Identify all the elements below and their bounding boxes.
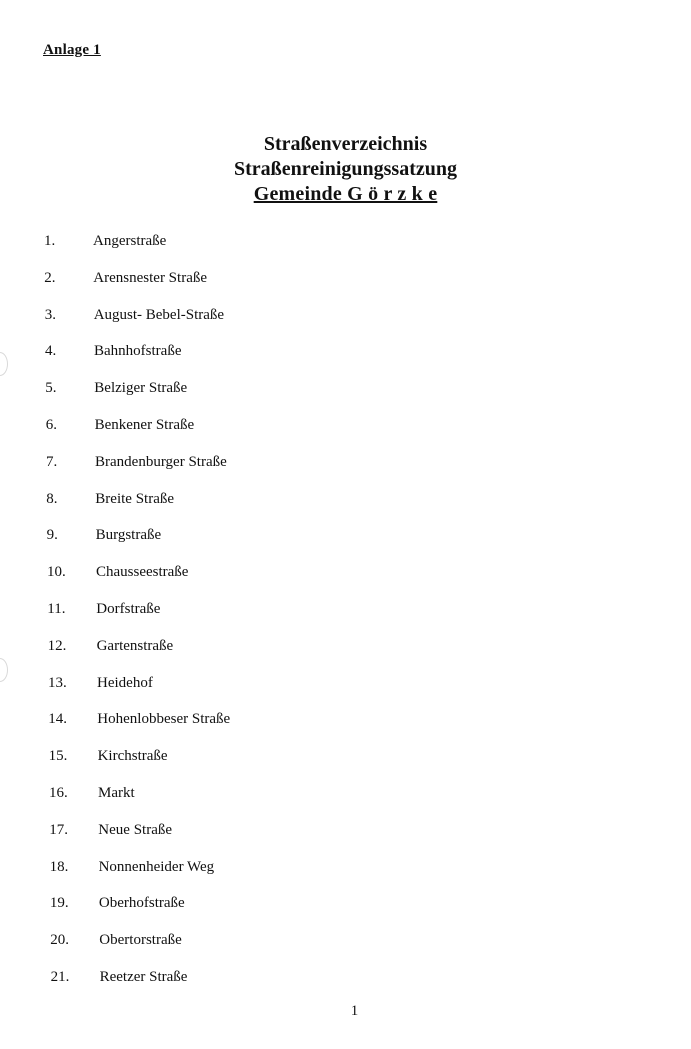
annex-label: Anlage 1 — [43, 42, 101, 58]
page-number: 1 — [350, 1003, 359, 1019]
list-item — [44, 820, 444, 857]
list-item — [44, 857, 444, 894]
street-number: 4. — [45, 343, 57, 360]
street-number: 7. — [46, 453, 58, 470]
title-street-cleaning-statute: Straßenreinigungssatzung — [233, 158, 457, 180]
street-name: Gartenstraße — [96, 637, 174, 654]
street-name: Obertorstraße — [99, 932, 182, 949]
street-number: 12. — [47, 637, 67, 654]
street-name: Brandenburger Straße — [95, 453, 227, 470]
street-number: 15. — [48, 748, 68, 765]
street-name: Bahnhofstraße — [94, 343, 182, 360]
title-wrap — [234, 132, 457, 207]
street-number: 8. — [46, 490, 58, 507]
street-number: 2. — [44, 269, 56, 286]
list-item — [44, 452, 444, 489]
list-item — [44, 341, 444, 378]
street-number: 20. — [50, 932, 70, 949]
street-name: Reetzer Straße — [99, 968, 188, 985]
street-name: August- Bebel-Straße — [93, 306, 225, 323]
list-item — [44, 783, 444, 820]
street-name: Kirchstraße — [97, 748, 168, 765]
street-name: Burgstraße — [95, 527, 162, 544]
street-name: Arensnester Straße — [93, 269, 208, 286]
street-name: Breite Straße — [95, 490, 175, 507]
street-name: Nonnenheider Weg — [98, 858, 215, 875]
street-number: 9. — [46, 527, 58, 544]
street-number: 11. — [47, 600, 66, 617]
list-item — [44, 599, 444, 636]
list-item — [44, 231, 444, 268]
list-item — [44, 489, 444, 526]
street-number: 6. — [45, 416, 57, 433]
street-number: 10. — [47, 564, 66, 581]
street-number: 14. — [48, 711, 68, 728]
street-name: Chausseestraße — [96, 564, 189, 581]
street-number: 3. — [44, 306, 56, 323]
street-name: Markt — [98, 784, 135, 801]
title-block — [0, 132, 691, 207]
list-item — [44, 967, 444, 1004]
list-item — [44, 378, 444, 415]
street-name: Benkener Straße — [94, 416, 195, 433]
street-name: Angerstraße — [93, 233, 167, 249]
list-item — [44, 893, 444, 930]
list-item — [44, 305, 444, 342]
scan-artifact-mark — [0, 658, 8, 682]
street-name: Neue Straße — [98, 821, 173, 838]
list-item — [44, 636, 444, 673]
list-item — [44, 746, 444, 783]
street-name: Belziger Straße — [94, 380, 188, 397]
street-number: 5. — [45, 380, 57, 397]
list-item — [44, 562, 444, 599]
title-street-directory: Straßenverzeichnis — [263, 133, 428, 155]
list-item — [44, 415, 444, 452]
street-number: 21. — [50, 968, 70, 985]
list-item — [44, 673, 444, 710]
street-number: 17. — [49, 821, 69, 838]
street-name: Heidehof — [97, 674, 153, 691]
street-number: 19. — [49, 895, 69, 912]
list-item — [44, 930, 444, 967]
street-name: Dorfstraße — [96, 600, 161, 617]
street-number: 13. — [48, 674, 67, 691]
street-name: Hohenlobbeser Straße — [97, 711, 231, 728]
list-item — [44, 709, 444, 746]
scan-artifact-mark — [0, 352, 8, 376]
list-item — [44, 525, 444, 562]
street-number: 18. — [49, 858, 69, 875]
street-name: Oberhofstraße — [98, 895, 185, 912]
title-municipality: Gemeinde G ö r z k e — [253, 183, 438, 205]
street-number: 16. — [49, 784, 68, 801]
street-number: 1. — [44, 233, 56, 249]
street-list — [44, 231, 444, 1004]
list-item — [44, 268, 444, 305]
